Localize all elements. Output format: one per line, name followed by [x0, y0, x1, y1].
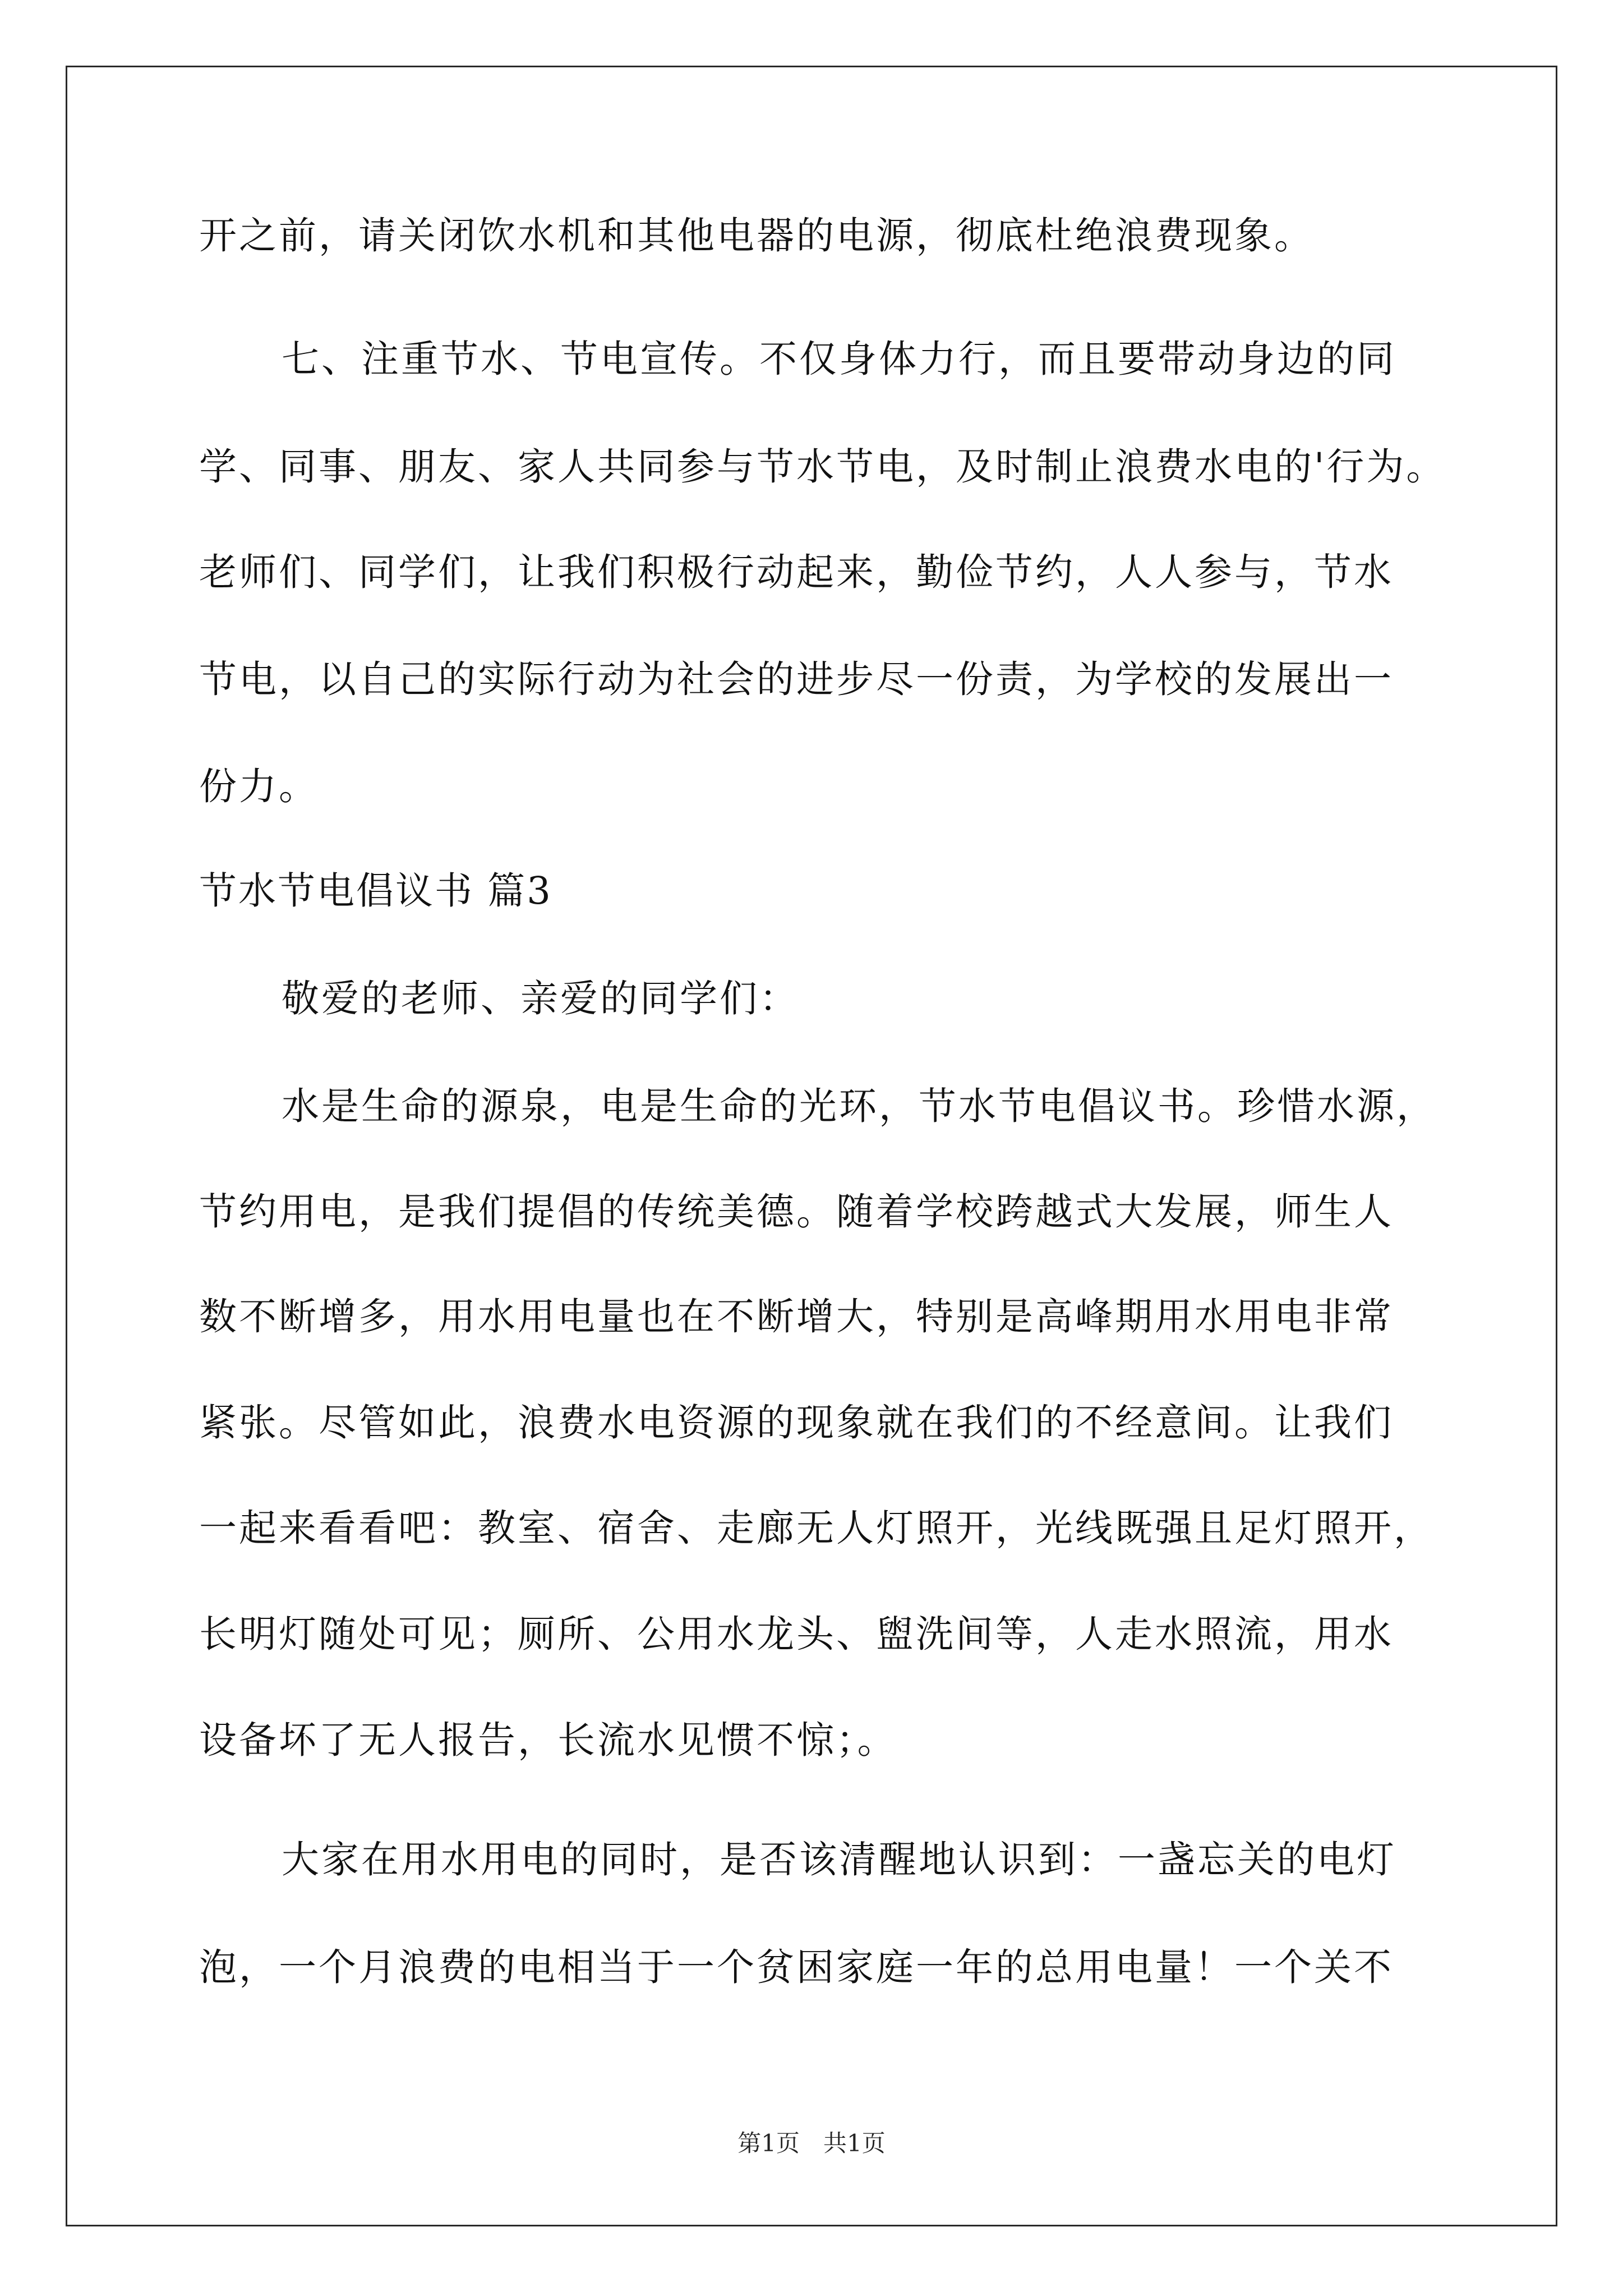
- text-line: 开之前，请关闭饮水机和其他电器的电源，彻底杜绝浪费现象。: [199, 214, 1314, 257]
- page-footer: 第1页 共1页: [737, 2129, 886, 2157]
- text-line: 节电，以自己的实际行动为社会的进步尽一份责，为学校的发展出一: [199, 657, 1394, 701]
- section-heading: 节水节电倡议书 篇3: [199, 869, 552, 913]
- text-line: 泡，一个月浪费的电相当于一个贫困家庭一年的总用电量！一个关不: [199, 1945, 1394, 1989]
- text-line: 学、同事、朋友、家人共同参与节水节电，及时制止浪费水电的'行为。: [199, 445, 1446, 489]
- text-line: 设备坏了无人报告，长流水见惯不惊；。: [199, 1718, 897, 1762]
- text-line: 水是生命的源泉，电是生命的光环，节水节电倡议书。珍惜水源，: [282, 1084, 1436, 1128]
- text-line: 紧张。尽管如此，浪费水电资源的现象就在我们的不经意间。让我们: [199, 1401, 1394, 1444]
- text-line: 份力。: [199, 765, 319, 808]
- text-line: 一起来看看吧：教室、宿舍、走廊无人灯照开，光线既强且足灯照开，: [199, 1506, 1433, 1550]
- text-line: 数不断增多，用水用电量也在不断增大，特别是高峰期用水用电非常: [199, 1295, 1394, 1338]
- salutation: 敬爱的老师、亲爱的同学们：: [282, 977, 799, 1020]
- text-line: 大家在用水用电的同时，是否该清醒地认识到：一盏忘关的电灯: [282, 1838, 1396, 1881]
- text-line: 节约用电，是我们提倡的传统美德。随着学校跨越式大发展，师生人: [199, 1190, 1394, 1234]
- text-line: 长明灯随处可见；厕所、公用水龙头、盥洗间等，人走水照流，用水: [199, 1612, 1394, 1656]
- text-line: 七、注重节水、节电宣传。不仅身体力行，而且要带动身边的同: [282, 337, 1396, 381]
- page-border: [66, 66, 1557, 2226]
- text-line: 老师们、同学们，让我们积极行动起来，勤俭节约，人人参与，节水: [199, 550, 1394, 594]
